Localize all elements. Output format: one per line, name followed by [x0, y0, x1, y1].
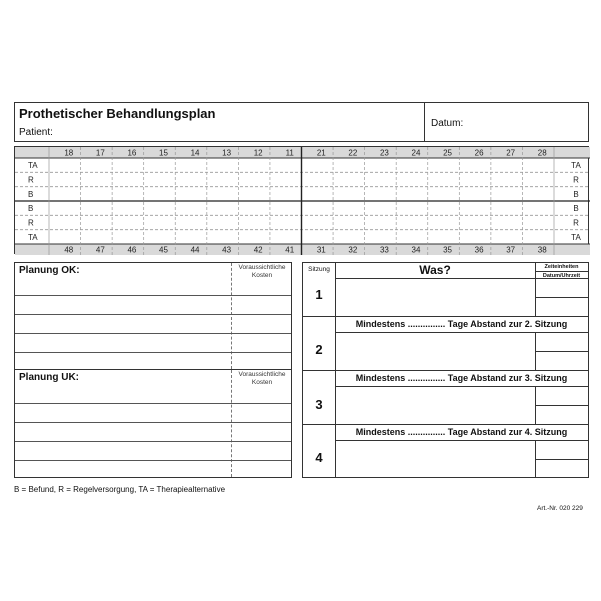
row-label-left: R — [28, 175, 34, 185]
lower-tooth-number: 45 — [159, 245, 168, 255]
session-number: 4 — [315, 450, 323, 465]
upper-tooth-number: 22 — [348, 148, 358, 158]
legend-footnote: B = Befund, R = Regelversorgung, TA = Therapiealternative — [14, 485, 226, 494]
upper-tooth-number: 24 — [411, 148, 421, 158]
lower-tooth-number: 36 — [474, 245, 484, 255]
planning-line — [15, 403, 291, 404]
lower-tooth-number: 41 — [285, 245, 295, 255]
lower-tooth-number: 37 — [506, 245, 516, 255]
cost-column-header — [231, 371, 293, 387]
upper-tooth-number: 23 — [379, 148, 389, 158]
planning-line — [15, 352, 291, 353]
row-label-right: B — [573, 204, 579, 214]
planning-line — [15, 422, 291, 423]
lower-tooth-number: 47 — [95, 245, 105, 255]
cost-header-line2: Kosten — [251, 272, 273, 279]
time-cell-divider — [535, 459, 588, 460]
row-label-right: TA — [571, 161, 581, 171]
session-gap-text[interactable]: Mindestens ............... Tage Abstand zur 3. Sitzung — [355, 373, 568, 383]
time-header-line2: Datum/Uhrzeit — [535, 271, 588, 280]
cost-header-line1: Voraussichtliche — [238, 264, 286, 271]
upper-tooth-number: 18 — [64, 148, 74, 158]
planning-ok-label: Planung OK: — [19, 265, 80, 276]
time-cell-divider — [535, 351, 588, 352]
upper-tooth-number: 12 — [253, 148, 263, 158]
lower-tooth-number: 46 — [127, 245, 137, 255]
cost-column-header — [231, 264, 293, 280]
sessions-table — [302, 262, 589, 478]
article-number: Art.-Nr. 020 229 — [537, 505, 583, 512]
planning-lower-box[interactable] — [14, 369, 292, 478]
lower-tooth-number: 31 — [316, 245, 326, 255]
tooth-chart-grid — [15, 147, 590, 255]
what-column-header: Was? — [419, 263, 451, 277]
row-label-left: TA — [28, 161, 38, 171]
row-label-right: R — [573, 218, 579, 228]
lower-tooth-number: 48 — [64, 245, 74, 255]
row-label-right: B — [573, 189, 579, 199]
time-cell-divider — [535, 297, 588, 298]
upper-tooth-number: 25 — [443, 148, 452, 158]
lower-tooth-number: 38 — [537, 245, 547, 255]
upper-tooth-number: 15 — [159, 148, 168, 158]
lower-tooth-number: 43 — [222, 245, 232, 255]
form-title: Prothetischer Behandlungsplan — [19, 106, 216, 121]
planning-line — [15, 295, 291, 296]
upper-tooth-number: 26 — [474, 148, 484, 158]
row-divider — [303, 424, 588, 425]
session-column-header: Sitzung — [308, 266, 330, 273]
lower-tooth-number: 33 — [379, 245, 389, 255]
time-cell-divider — [535, 405, 588, 406]
session-gap-text[interactable]: Mindestens ............... Tage Abstand zur 2. Sitzung — [355, 319, 568, 329]
lower-tooth-number: 44 — [190, 245, 200, 255]
cost-header-line2: Kosten — [251, 379, 273, 386]
upper-tooth-number: 21 — [316, 148, 326, 158]
lower-tooth-number: 35 — [443, 245, 452, 255]
upper-tooth-number: 28 — [537, 148, 547, 158]
time-header-line1: Zeiteinheiten — [544, 264, 579, 270]
planning-line — [15, 441, 291, 442]
upper-tooth-number: 13 — [222, 148, 232, 158]
patient-field[interactable]: Patient: — [19, 127, 53, 138]
header-row-divider — [335, 278, 588, 279]
upper-tooth-number: 11 — [285, 148, 294, 158]
planning-line — [15, 460, 291, 461]
row-divider — [335, 332, 588, 333]
row-divider — [335, 386, 588, 387]
upper-tooth-number: 14 — [190, 148, 200, 158]
date-field-box[interactable] — [424, 102, 590, 142]
tooth-chart — [14, 146, 589, 254]
session-number: 1 — [315, 287, 323, 302]
planning-upper-box[interactable] — [14, 262, 292, 370]
row-label-left: B — [28, 204, 34, 214]
row-label-left: TA — [28, 232, 38, 242]
upper-tooth-number: 27 — [506, 148, 516, 158]
row-label-right: R — [573, 175, 579, 185]
row-divider — [303, 370, 588, 371]
cost-header-line1: Voraussichtliche — [238, 371, 286, 378]
lower-tooth-number: 34 — [411, 245, 421, 255]
row-divider — [303, 316, 588, 317]
row-label-right: TA — [571, 232, 581, 242]
planning-line — [15, 333, 291, 334]
planning-line — [15, 314, 291, 315]
session-gap-text[interactable]: Mindestens ............... Tage Abstand zur 4. Sitzung — [355, 427, 568, 437]
row-label-left: B — [28, 189, 34, 199]
row-label-left: R — [28, 218, 34, 228]
lower-tooth-number: 42 — [253, 245, 263, 255]
session-number: 3 — [315, 397, 323, 412]
session-number: 2 — [315, 342, 323, 357]
planning-uk-label: Planung UK: — [19, 372, 79, 383]
header-box — [14, 102, 589, 142]
row-divider — [335, 440, 588, 441]
lower-tooth-number: 32 — [348, 245, 358, 255]
date-label: Datum: — [431, 118, 464, 129]
upper-tooth-number: 16 — [127, 148, 137, 158]
upper-tooth-number: 17 — [95, 148, 105, 158]
